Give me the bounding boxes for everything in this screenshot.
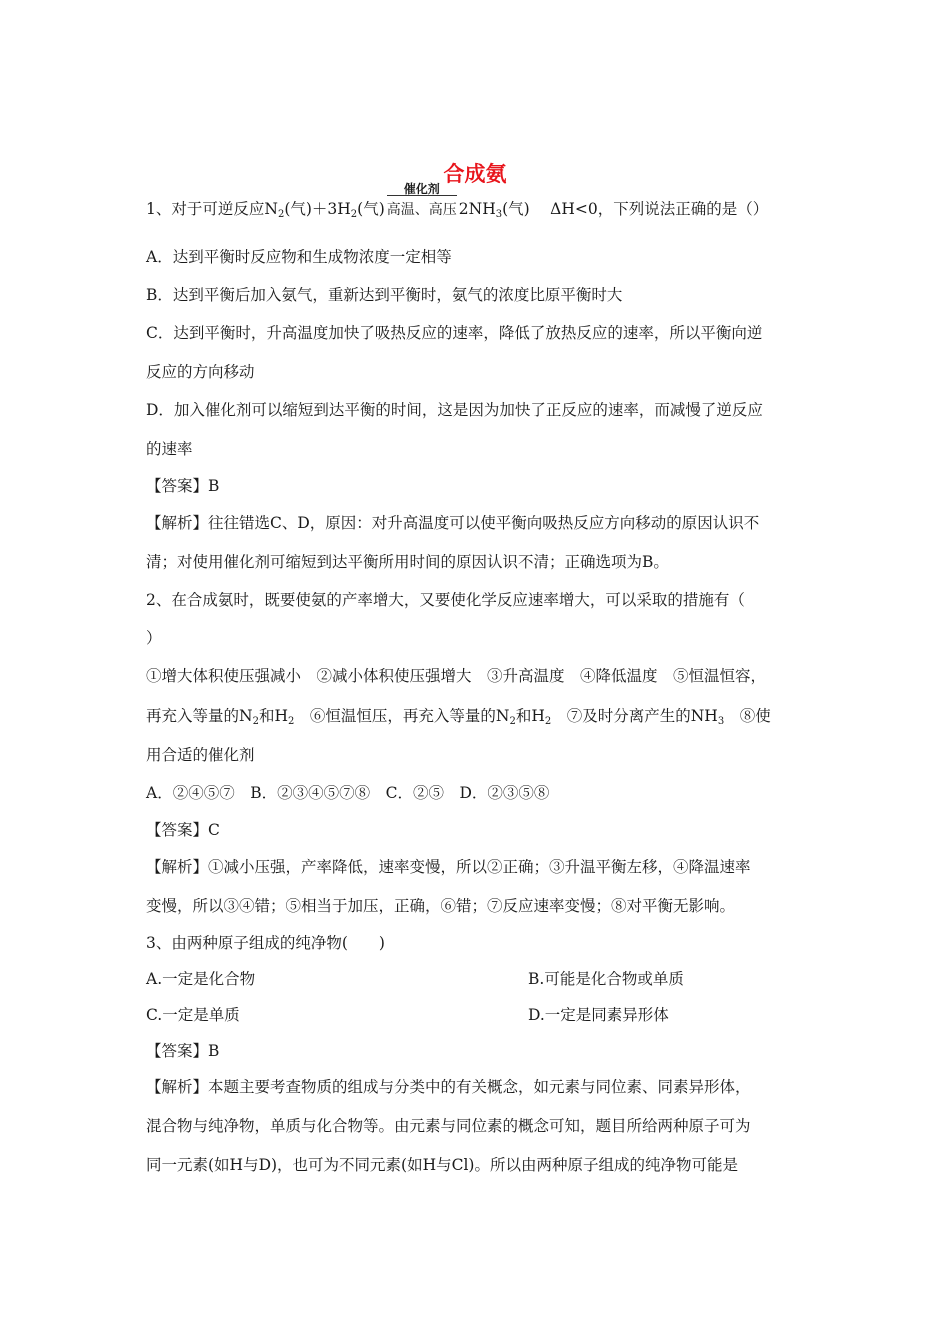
q1-analysis-line1: 【解析】往往错选C、D，原因：对升高温度可以使平衡向吸热反应方向移动的原因认识不: [146, 514, 760, 532]
q2-analysis-line2: 变慢，所以③④错；⑤相当于加压，正确，⑥错；⑦反应速率变慢；⑧对平衡无影响。: [146, 897, 736, 915]
q3-option-d: D.一定是同素异形体: [528, 1006, 669, 1024]
q3-analysis-line1: 【解析】本题主要考查物质的组成与分类中的有关概念，如元素与同位素、同素异形体，: [146, 1078, 751, 1096]
q2-options: A．②④⑤⑦ B．②③④⑤⑦⑧ C．②⑤ D．②③⑤⑧: [146, 784, 550, 802]
q1-stem: 1、对于可逆反应$N_2$(气)$+3H_2$(气) 催化剂 高温、高压 $2NH_3$(气) ΔH<0，下列说法正确的是（）: [146, 198, 826, 226]
q1-option-c-line2: 反应的方向移动: [146, 363, 255, 381]
q3-option-a: A.一定是化合物: [146, 970, 256, 988]
q3-analysis-line2: 混合物与纯净物，单质与化合物等。由元素与同位素的概念可知，题目所给两种原子可为: [146, 1117, 751, 1135]
q1-option-a: A．达到平衡时反应物和生成物浓度一定相等: [146, 248, 452, 266]
reaction-arrow-line: [387, 195, 457, 196]
q2-measures-line2: 再充入等量的$N_2$和$H_2$ ⑥恒温恒压，再充入等量的$N_2$和$H_2$ ⑦及时分离产生的$NH_3$ ⑧使: [146, 707, 771, 727]
reaction-condition: [386, 182, 457, 221]
q1-option-d-line1: D．加入催化剂可以缩短到达平衡的时间，这是因为加快了正反应的速率，而减慢了逆反应: [146, 401, 763, 419]
q2-measures-line1: ①增大体积使压强减小 ②减小体积使压强增大 ③升高温度 ④降低温度 ⑤恒温恒容，: [146, 667, 767, 685]
q1-answer: 【答案】B: [146, 477, 220, 495]
q2-answer: 【答案】C: [146, 821, 220, 839]
q2-analysis-line1: 【解析】①减小压强，产率降低，速率变慢，所以②正确；③升温平衡左移，④降温速率: [146, 858, 751, 876]
q1-option-d-line2: 的速率: [146, 440, 193, 458]
condition-label: 高温、高压: [386, 202, 457, 218]
q3-option-c: C.一定是单质: [146, 1006, 240, 1024]
q3-analysis-line3: 同一元素(如H与D)，也可为不同元素(如H与Cl)。所以由两种原子组成的纯净物可能是: [146, 1156, 738, 1174]
q3-option-b: B.可能是化合物或单质: [528, 970, 684, 988]
page-title: 合成氨: [443, 162, 507, 186]
q2-measures-line3: 用合适的催化剂: [146, 746, 255, 764]
q1-analysis-line2: 清；对使用催化剂可缩短到达平衡所用时间的原因认识不清；正确选项为B。: [146, 553, 669, 571]
q3-answer: 【答案】B: [146, 1042, 220, 1060]
q2-stem-line2: ）: [146, 629, 162, 647]
q1-option-c-line1: C．达到平衡时，升高温度加快了吸热反应的速率，降低了放热反应的速率，所以平衡向逆: [146, 324, 763, 342]
catalyst-label: 催化剂: [403, 182, 440, 196]
q3-stem: 3、由两种原子组成的纯净物( ): [146, 934, 385, 952]
q2-stem-line1: 2、在合成氨时，既要使氨的产率增大，又要使化学反应速率增大，可以采取的措施有（: [146, 591, 745, 609]
q1-option-b: B．达到平衡后加入氨气，重新达到平衡时，氨气的浓度比原平衡时大: [146, 286, 623, 304]
